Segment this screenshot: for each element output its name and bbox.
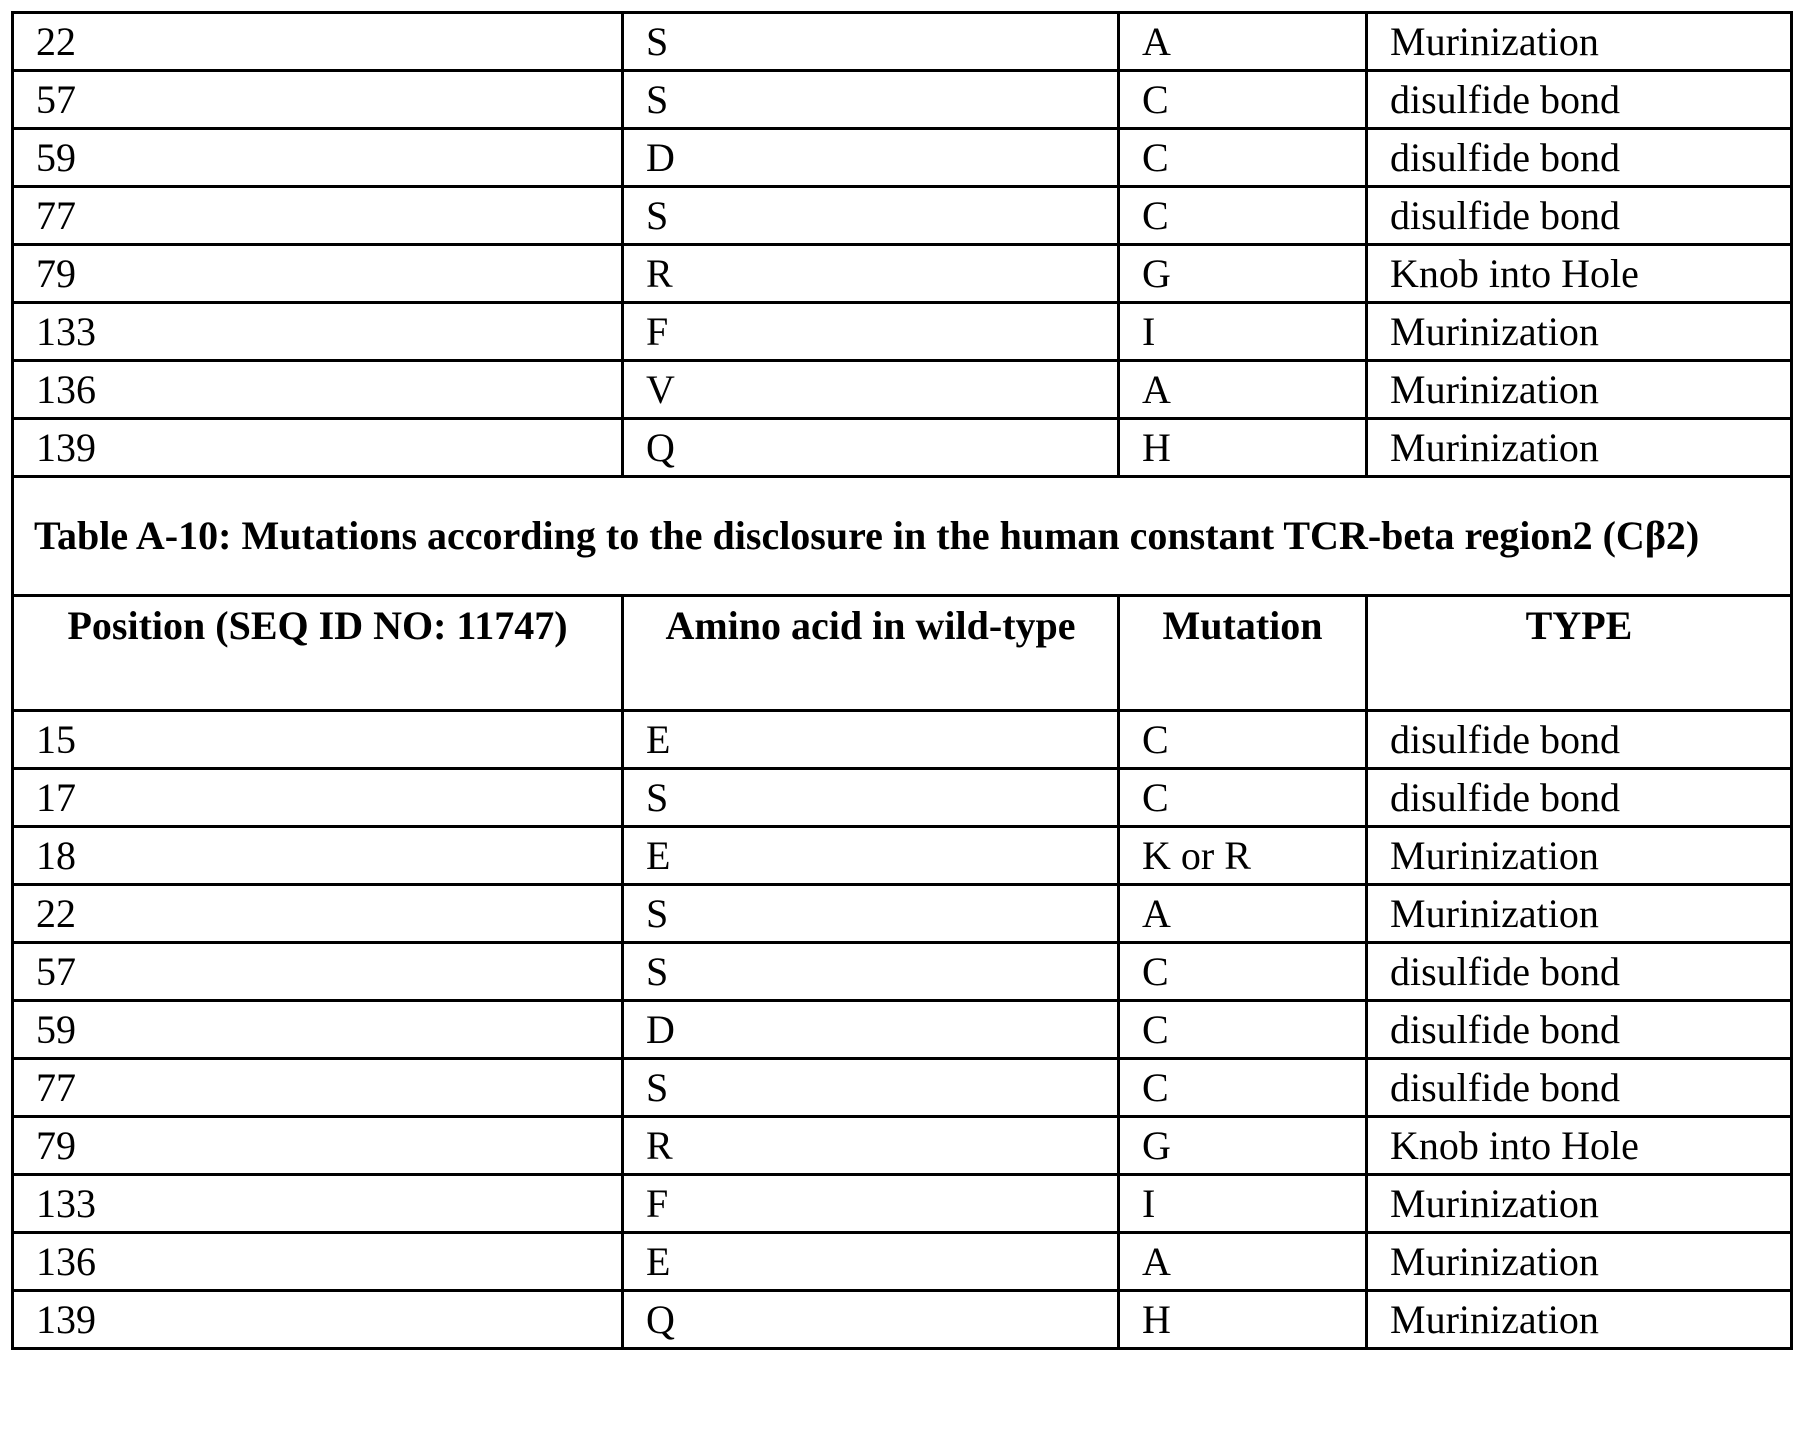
table-row [13, 769, 1792, 827]
table-row [13, 1001, 1792, 1059]
header-position: Position (SEQ ID NO: 11747) [13, 596, 623, 711]
cell-type: Murinization [1367, 885, 1792, 943]
cell-position: 59 [13, 129, 623, 187]
cell-mutation: A [1119, 361, 1367, 419]
cell-wild-type: E [623, 711, 1119, 769]
cell-mutation: C [1119, 943, 1367, 1001]
table-row [13, 13, 1792, 71]
cell-position: 79 [13, 1117, 623, 1175]
table-row [13, 943, 1792, 1001]
header-wild-type: Amino acid in wild-type [623, 596, 1119, 711]
cell-type: Murinization [1367, 1291, 1792, 1349]
cell-position: 22 [13, 885, 623, 943]
cell-type: Murinization [1367, 1233, 1792, 1291]
cell-mutation: C [1119, 187, 1367, 245]
cell-mutation: G [1119, 1117, 1367, 1175]
cell-position: 77 [13, 1059, 623, 1117]
cell-mutation: C [1119, 769, 1367, 827]
cell-type: disulfide bond [1367, 1059, 1792, 1117]
table-row [13, 1175, 1792, 1233]
cell-wild-type: E [623, 1233, 1119, 1291]
cell-wild-type: R [623, 1117, 1119, 1175]
table-row [13, 71, 1792, 129]
table-row [13, 1059, 1792, 1117]
table-row [13, 885, 1792, 943]
cell-type: disulfide bond [1367, 943, 1792, 1001]
table-a10-body [13, 711, 1792, 1349]
table-row [13, 1233, 1792, 1291]
header-type: TYPE [1367, 596, 1792, 711]
cell-type: Murinization [1367, 361, 1792, 419]
cell-mutation: I [1119, 1175, 1367, 1233]
cell-position: 79 [13, 245, 623, 303]
table-row [13, 1117, 1792, 1175]
cell-mutation: K or R [1119, 827, 1367, 885]
cell-wild-type: E [623, 827, 1119, 885]
cell-type: Murinization [1367, 303, 1792, 361]
cell-position: 136 [13, 1233, 623, 1291]
previous-table-continuation [13, 13, 1792, 477]
header-mutation: Mutation [1119, 596, 1367, 711]
table-row [13, 711, 1792, 769]
cell-position: 133 [13, 303, 623, 361]
table-row [13, 303, 1792, 361]
cell-mutation: I [1119, 303, 1367, 361]
table-row [13, 827, 1792, 885]
cell-mutation: C [1119, 1001, 1367, 1059]
cell-type: disulfide bond [1367, 187, 1792, 245]
table-row [13, 361, 1792, 419]
cell-wild-type: S [623, 943, 1119, 1001]
cell-wild-type: S [623, 13, 1119, 71]
table-row [13, 245, 1792, 303]
cell-type: disulfide bond [1367, 769, 1792, 827]
cell-position: 139 [13, 419, 623, 477]
cell-type: disulfide bond [1367, 129, 1792, 187]
table-title: Table A-10: Mutations according to the disclosure in the human constant TCR-beta region2 (Cβ2) [13, 477, 1792, 596]
cell-type: Murinization [1367, 419, 1792, 477]
cell-position: 139 [13, 1291, 623, 1349]
cell-position: 136 [13, 361, 623, 419]
cell-type: Knob into Hole [1367, 245, 1792, 303]
cell-position: 133 [13, 1175, 623, 1233]
cell-type: Murinization [1367, 13, 1792, 71]
cell-type: Knob into Hole [1367, 1117, 1792, 1175]
cell-mutation: C [1119, 71, 1367, 129]
cell-mutation: A [1119, 1233, 1367, 1291]
table-title-row [13, 477, 1792, 596]
cell-wild-type: S [623, 187, 1119, 245]
table-row [13, 129, 1792, 187]
cell-wild-type: Q [623, 1291, 1119, 1349]
mutations-table [11, 11, 1793, 1350]
header-row [13, 596, 1792, 711]
cell-mutation: C [1119, 711, 1367, 769]
table-row [13, 419, 1792, 477]
cell-type: disulfide bond [1367, 1001, 1792, 1059]
cell-mutation: A [1119, 885, 1367, 943]
cell-type: disulfide bond [1367, 711, 1792, 769]
cell-wild-type: V [623, 361, 1119, 419]
cell-wild-type: S [623, 769, 1119, 827]
cell-mutation: H [1119, 1291, 1367, 1349]
cell-position: 15 [13, 711, 623, 769]
cell-mutation: G [1119, 245, 1367, 303]
cell-wild-type: R [623, 245, 1119, 303]
cell-position: 57 [13, 943, 623, 1001]
cell-position: 77 [13, 187, 623, 245]
cell-wild-type: F [623, 303, 1119, 361]
cell-mutation: H [1119, 419, 1367, 477]
cell-type: disulfide bond [1367, 71, 1792, 129]
cell-mutation: C [1119, 129, 1367, 187]
cell-wild-type: F [623, 1175, 1119, 1233]
cell-wild-type: S [623, 1059, 1119, 1117]
cell-wild-type: D [623, 129, 1119, 187]
cell-mutation: A [1119, 13, 1367, 71]
cell-position: 18 [13, 827, 623, 885]
cell-wild-type: S [623, 885, 1119, 943]
table-row [13, 187, 1792, 245]
cell-type: Murinization [1367, 1175, 1792, 1233]
cell-position: 59 [13, 1001, 623, 1059]
cell-wild-type: Q [623, 419, 1119, 477]
cell-type: Murinization [1367, 827, 1792, 885]
cell-position: 22 [13, 13, 623, 71]
cell-wild-type: D [623, 1001, 1119, 1059]
cell-position: 57 [13, 71, 623, 129]
cell-position: 17 [13, 769, 623, 827]
table-row [13, 1291, 1792, 1349]
cell-mutation: C [1119, 1059, 1367, 1117]
cell-wild-type: S [623, 71, 1119, 129]
